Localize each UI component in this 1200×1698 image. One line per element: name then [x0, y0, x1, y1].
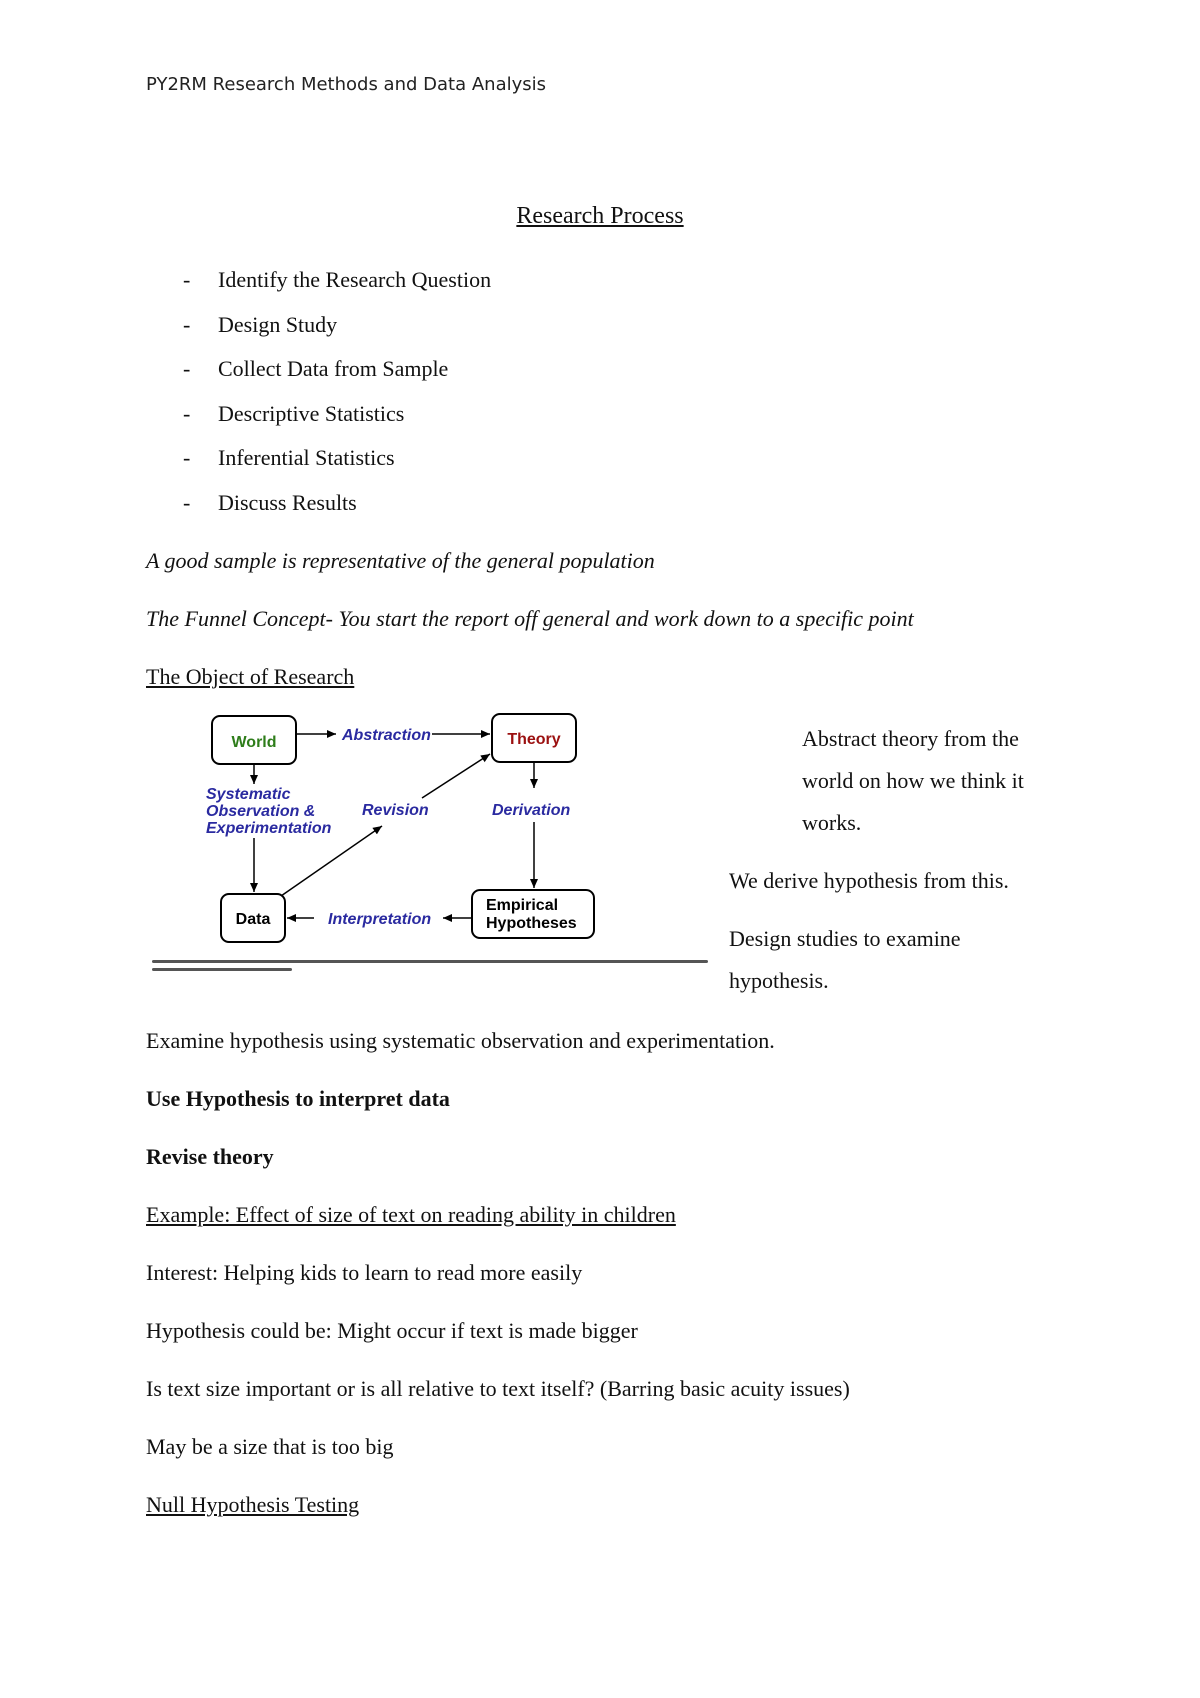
systematic-label-line1: Systematic: [206, 786, 291, 803]
examine-text: Examine hypothesis using systematic observation and experimentation.: [146, 1028, 775, 1053]
side-note-design-2: hypothesis.: [729, 968, 829, 993]
list-bullet: -: [183, 489, 191, 515]
arrow-revision-theory: [422, 754, 490, 798]
side-note-abstract-1: Abstract theory from the: [802, 726, 1019, 751]
revision-label: Revision: [362, 802, 429, 819]
hypothesis-text: Hypothesis could be: Might occur if text is made bigger: [146, 1318, 638, 1343]
world-node: [212, 716, 296, 764]
list-bullet: -: [183, 267, 191, 292]
data-node: [221, 894, 285, 942]
too-big-text: May be a size that is too big: [146, 1434, 394, 1459]
use-hypothesis-text: Use Hypothesis to interpret data: [146, 1086, 450, 1111]
side-note-abstract-3: works.: [802, 810, 862, 835]
data-label: Data: [235, 911, 271, 928]
page-title: Research Process: [516, 203, 684, 229]
list-item: - Descriptive Statistics: [180, 399, 491, 444]
research-cycle-diagram: [146, 706, 716, 976]
list-bullet: -: [183, 311, 191, 337]
interpretation-label: Interpretation: [328, 911, 432, 928]
sample-note: A good sample is representative of the general population: [146, 548, 655, 573]
citation-smudge: [152, 960, 708, 971]
systematic-label-line3: Experimentation: [206, 820, 332, 837]
research-steps-list: [180, 265, 491, 532]
list-bullet: -: [183, 400, 191, 426]
side-note-abstract-2: world on how we think it: [802, 768, 1024, 793]
side-note-design-1: Design studies to examine: [729, 926, 961, 951]
side-note-derive: We derive hypothesis from this.: [729, 868, 1009, 893]
list-bullet: -: [183, 445, 191, 470]
list-item: - Inferential Statistics: [180, 443, 491, 488]
null-hypothesis-heading: Null Hypothesis Testing: [146, 1492, 360, 1517]
empirical-label-line1: Empirical: [486, 897, 559, 914]
theory-node: [492, 714, 576, 762]
abstraction-label: Abstraction: [342, 727, 431, 744]
theory-label: Theory: [507, 731, 561, 748]
derivation-label: Derivation: [492, 802, 571, 819]
world-label: World: [231, 734, 277, 751]
list-item: - Identify the Research Question: [180, 265, 491, 310]
example-heading: Example: Effect of size of text on reading ability in children: [146, 1202, 676, 1227]
funnel-note: The Funnel Concept- You start the report off general and work down to a specific point: [146, 606, 914, 631]
revise-theory-text: Revise theory: [146, 1144, 274, 1169]
list-item: - Design Study: [180, 310, 491, 355]
empirical-hypotheses-node: [472, 890, 594, 938]
list-item: - Discuss Results: [180, 488, 491, 533]
list-item: - Collect Data from Sample: [180, 354, 491, 399]
empirical-label-line2: Hypotheses: [486, 915, 577, 932]
question-text: Is text size important or is all relative to text itself? (Barring basic acuity issues): [146, 1376, 850, 1401]
systematic-label-line2: Observation &: [206, 803, 316, 820]
page-header: PY2RM Research Methods and Data Analysis: [146, 74, 547, 95]
object-of-research-heading: The Object of Research: [146, 664, 355, 689]
list-bullet: -: [183, 356, 191, 381]
interest-text: Interest: Helping kids to learn to read more easily: [146, 1260, 583, 1285]
